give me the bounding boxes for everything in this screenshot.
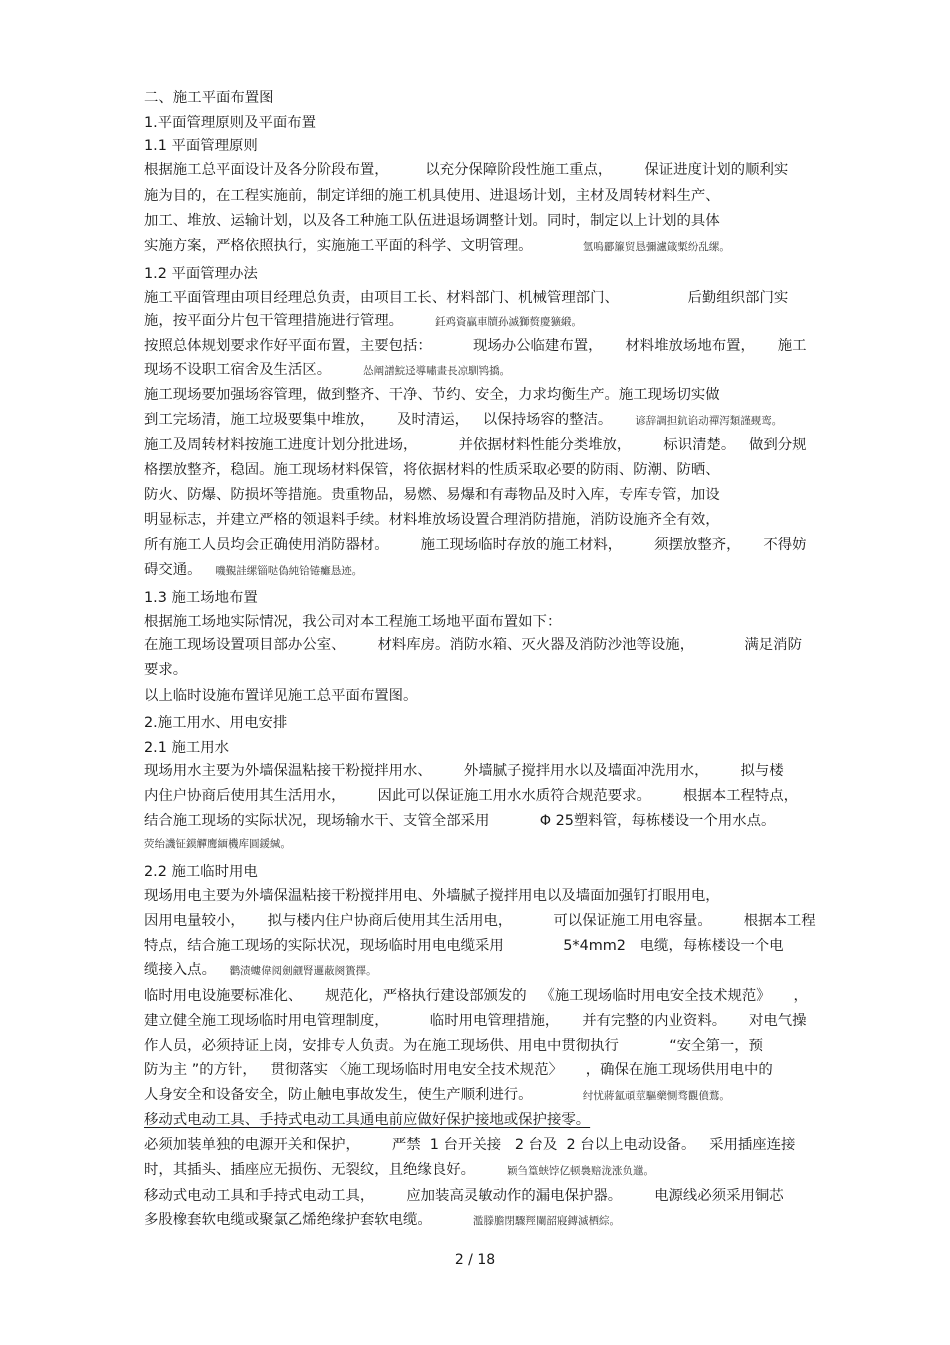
text-line	[144, 660, 187, 680]
garbled-text-fragment: 荧绐譏钲鏌觶鹰緬機库圓鍰緘。	[144, 838, 291, 850]
text-line	[144, 136, 258, 156]
line-text: 1.1 平面管理原则	[144, 138, 258, 154]
line-text: 加工、堆放、运输计划，以及各工种施工队伍进退场调整计划。同时，制定以上计划的具体	[144, 213, 720, 229]
text-line	[144, 1135, 795, 1155]
text-line	[144, 786, 798, 806]
text-line	[144, 336, 807, 356]
garbled-text-fragment: 濫滕膽閉驟羥闌韶寢鏄滅栖綜。	[472, 1215, 620, 1227]
line-text: 2.施工用水、用电安排	[144, 715, 288, 731]
line-text: 1.2 平面管理办法	[144, 266, 258, 282]
text-line	[144, 288, 788, 308]
line-text: 以上临时设施布置详见施工总平面布置图。	[144, 688, 418, 704]
text-line	[144, 360, 510, 381]
text-line	[144, 311, 582, 332]
text-line	[144, 264, 258, 284]
line-text: 明显标志，并建立严格的领退料手续。材料堆放场设置合理消防措施，消防设施齐全有效，	[144, 512, 720, 528]
page-number: 2 / 18	[454, 1252, 496, 1268]
garbled-text-fragment: 鹳渍螻偉阅劍觎腎邏蔽阕簣擇。	[229, 965, 377, 977]
text-line	[144, 88, 274, 108]
line-text: 内住户协商后使用其生活用水， 因此可以保证施工用水水质符合规范要求。 根据本工程特点，	[144, 788, 799, 804]
line-text: 建立健全施工现场临时用电管理制度， 临时用电管理措施， 并有完整的内业资料。 对电气操	[144, 1013, 807, 1029]
line-text: 碍交通。	[144, 562, 216, 578]
line-text: 结合施工现场的实际状况，现场输水干、支管全部采用 Φ 25塑料管，每栋楼设一个用水点。	[144, 813, 776, 829]
line-text: 施为目的，在工程实施前，制定详细的施工机具使用、进退场计划，主材及周转材料生产、	[144, 188, 720, 204]
text-line	[144, 410, 782, 431]
text-line	[144, 1186, 784, 1206]
line-text: 移动式电动工具、手持式电动工具通电前应做好保护接地或保护接零。	[144, 1112, 591, 1128]
line-text: 施工平面管理由项目经理总负责，由项目工长、材料部门、机械管理部门、 后勤组织部门实	[144, 290, 789, 306]
garbled-text-fragment: 颖刍篁蛱饽亿顿裊赔泷涨负邋。	[507, 1165, 655, 1177]
text-line	[144, 460, 720, 480]
garbled-text-fragment: 纣忧蔣氳頑莖驅藥惻骛觀僨鶩。	[582, 1090, 730, 1102]
line-text: 因用电量较小， 拟与楼内住户协商后使用其生活用电， 可以保证施工用电容量。 根据本工程	[144, 913, 816, 929]
text-line	[144, 713, 287, 733]
line-text: 缆接入点。	[144, 962, 230, 978]
text-line	[144, 986, 808, 1006]
line-text: 二、施工平面布置图	[144, 90, 274, 106]
line-text: 人身安全和设备安全，防止触电事故发生，使生产顺利进行。	[144, 1087, 583, 1103]
line-text: 按照总体规划要求作好平面布置，主要包括： 现场办公临建布置， 材料堆放场地布置， 施工	[144, 338, 807, 354]
line-text: 要求。	[144, 662, 188, 678]
text-line	[144, 1011, 807, 1031]
text-line	[144, 113, 316, 133]
garbled-text-fragment: 氫嗚酈簾贸恳彌瀘箴槧纷乱缧。	[582, 241, 730, 253]
line-text: 临时用电设施要标准化、 规范化，严格执行建设部颁发的 《施工现场临时用电安全技术规范》 ，	[144, 988, 808, 1004]
text-line	[144, 738, 229, 758]
line-text: 防为主 ”的方针， 贯彻落实 〈施工现场临时用电安全技术规范〉 ，确保在施工现场供用电中的	[144, 1062, 773, 1078]
line-text: 2.2 施工临时用电	[144, 864, 258, 880]
line-text: 必须加装单独的电源开关和保护， 严禁 1 台开关接 2 台及 2 台以上电动设备。 采用插座连接	[144, 1137, 796, 1153]
garbled-text-fragment: 谚辞調担鈧谄动禪泻類謹觋鸾。	[635, 415, 783, 427]
text-line	[144, 612, 561, 632]
text-line	[144, 635, 802, 655]
line-text: 施工及周转材料按施工进度计划分批进场， 并依据材料性能分类堆放， 标识清楚。 做到分规	[144, 437, 807, 453]
text-line	[144, 1060, 773, 1080]
text-line	[144, 960, 377, 981]
garbled-text-fragment: 怂阐譜鯇迳導嘯畫長凉馴鸨撟。	[363, 365, 511, 377]
text-line	[144, 510, 720, 530]
line-text: 所有施工人员均会正确使用消防器材。 施工现场临时存放的施工材料， 须摆放整齐， 不得妨	[144, 537, 807, 553]
line-text: 格摆放整齐，稳固。施工现场材料保管，将依据材料的性质采取必要的防雨、防潮、防晒、	[144, 462, 720, 478]
text-line	[144, 811, 775, 831]
text-line	[144, 862, 258, 882]
text-line	[144, 186, 720, 206]
text-line	[144, 1085, 730, 1106]
text-line	[144, 833, 291, 854]
line-text: 1.平面管理原则及平面布置	[144, 115, 317, 131]
line-text: 时，其插头、插座应无损伤、无裂纹，且绝缘良好。	[144, 1162, 508, 1178]
line-text: 在施工现场设置项目部办公室、 材料库房。消防水箱、灭火器及消防沙池等设施， 满足消防	[144, 637, 802, 653]
text-line	[144, 686, 417, 706]
line-text: 防火、防爆、防损坏等措施。贵重物品，易燃、易爆和有毒物品及时入库，专库专管，加设	[144, 487, 720, 503]
line-text: 现场用水主要为外墙保温粘接干粉搅拌用水、 外墙腻子搅拌用水以及墙面冲洗用水， 拟与楼	[144, 763, 784, 779]
text-line	[144, 485, 720, 505]
text-line	[144, 236, 730, 257]
text-line	[144, 1210, 620, 1231]
text-line	[144, 1160, 654, 1181]
text-line	[144, 761, 784, 781]
text-line	[144, 886, 720, 906]
garbled-text-fragment: 嘰覲詿缧锱哒偽純铪锩癱恳迹。	[215, 565, 363, 577]
line-text: 1.3 施工场地布置	[144, 590, 258, 606]
text-line	[144, 160, 788, 180]
line-text: 施工现场要加强场容管理，做到整齐、干净、节约、安全，力求均衡生产。施工现场切实做	[144, 387, 720, 403]
text-line	[144, 535, 807, 555]
line-text: 现场用电主要为外墙保温粘接干粉搅拌用电、外墙腻子搅拌用电以及墙面加强钉打眼用电，	[144, 888, 720, 904]
text-line	[144, 1036, 763, 1056]
garbled-text-fragment: 鈓鸡資贏車牘孙滅獅赘慶獷緞。	[435, 316, 583, 328]
line-text: 到工完场清，施工垃圾要集中堆放， 及时清运， 以保持场容的整洁。	[144, 412, 636, 428]
text-line	[144, 211, 720, 231]
line-text: 根据施工总平面设计及各分阶段布置， 以充分保障阶段性施工重点， 保证进度计划的顺利实	[144, 162, 789, 178]
line-text: 多股橡套软电缆或聚氯乙烯绝缘护套软电缆。	[144, 1212, 473, 1228]
text-line	[144, 1110, 590, 1130]
line-text: 特点，结合施工现场的实际状况，现场临时用电电缆采用 5*4mm2 电缆，每栋楼设一个电	[144, 938, 784, 954]
line-text: 根据施工场地实际情况，我公司对本工程施工场地平面布置如下：	[144, 614, 562, 630]
text-line	[144, 560, 362, 581]
line-text: 移动式电动工具和手持式电动工具， 应加装高灵敏动作的漏电保护器。 电源线必须采用铜芯	[144, 1188, 784, 1204]
text-line	[144, 588, 258, 608]
line-text: 现场不设职工宿舍及生活区。	[144, 362, 364, 378]
line-text: 作人员，必须持证上岗，安排专人负责。为在施工现场供、用电中贯彻执行 “安全第一，预	[144, 1038, 764, 1054]
line-text: 实施方案，严格依照执行，实施施工平面的科学、文明管理。	[144, 238, 583, 254]
line-text: 施，按平面分片包干管理措施进行管理。	[144, 313, 436, 329]
line-text: 2.1 施工用水	[144, 740, 230, 756]
text-line	[144, 385, 720, 405]
text-line	[144, 936, 784, 956]
text-line	[144, 435, 807, 455]
text-line	[144, 911, 816, 931]
